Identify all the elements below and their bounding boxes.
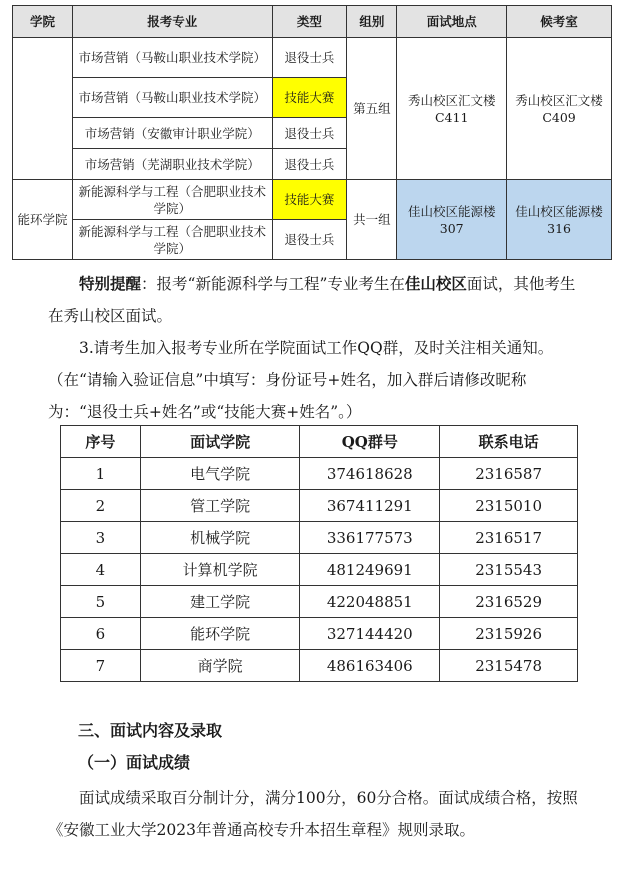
subsection-heading: （一）面试成绩 bbox=[78, 753, 191, 772]
type-cell: 退役士兵 bbox=[272, 118, 347, 149]
major-cell: 新能源科学与工程（合肥职业技术学院） bbox=[72, 180, 272, 220]
major-cell: 新能源科学与工程（合肥职业技术学院） bbox=[72, 220, 272, 260]
index-cell: 1 bbox=[61, 458, 141, 490]
notice-label: 特别提醒 bbox=[79, 274, 142, 293]
qq-cell: 486163406 bbox=[300, 650, 440, 682]
scoring-paragraph: 面试成绩采取百分制计分，满分100分，60分合格。面试成绩合格，按照《安徽工业大学2023年普通高校专升本招生章程》规则录取。 bbox=[48, 789, 578, 839]
college-cell: 管工学院 bbox=[140, 490, 300, 522]
group-cell: 共一组 bbox=[347, 180, 397, 260]
header-group: 组别 bbox=[347, 6, 397, 38]
location-cell: 佳山校区能源楼 307 bbox=[397, 180, 507, 260]
major-cell: 市场营销（安徽审计职业学院） bbox=[72, 118, 272, 149]
location-cell: 秀山校区汇文楼 C411 bbox=[397, 38, 507, 180]
phone-cell: 2315478 bbox=[440, 650, 578, 682]
waiting-room-cell: 秀山校区汇文楼 C409 bbox=[507, 38, 612, 180]
major-cell: 市场营销（马鞍山职业技术学院） bbox=[72, 78, 272, 118]
index-cell: 3 bbox=[61, 522, 141, 554]
table-row bbox=[61, 458, 578, 490]
table-row bbox=[13, 180, 612, 220]
notice-text: ：报考“新能源科学与工程”专业考生在 bbox=[141, 275, 405, 293]
index-cell: 7 bbox=[61, 650, 141, 682]
qq-cell: 374618628 bbox=[300, 458, 440, 490]
index-cell: 5 bbox=[61, 586, 141, 618]
header-qq-group: QQ群号 bbox=[300, 426, 440, 458]
qq-cell: 327144420 bbox=[300, 618, 440, 650]
header-location: 面试地点 bbox=[397, 6, 507, 38]
notice-text-end: 面试，其他考生在秀山校区面试。 bbox=[48, 275, 576, 325]
table-row bbox=[61, 490, 578, 522]
qq-cell: 336177573 bbox=[300, 522, 440, 554]
college-cell: 商学院 bbox=[140, 650, 300, 682]
header-index: 序号 bbox=[61, 426, 141, 458]
notice-campus: 佳山校区 bbox=[404, 274, 467, 293]
qq-cell: 422048851 bbox=[300, 586, 440, 618]
phone-cell: 2315010 bbox=[440, 490, 578, 522]
table-row bbox=[13, 38, 612, 78]
college-cell: 能环学院 bbox=[140, 618, 300, 650]
phone-cell: 2315543 bbox=[440, 554, 578, 586]
college-cell: 计算机学院 bbox=[140, 554, 300, 586]
qq-group-table bbox=[60, 425, 578, 682]
major-cell: 市场营销（马鞍山职业技术学院） bbox=[72, 38, 272, 78]
waiting-room-cell: 佳山校区能源楼 316 bbox=[507, 180, 612, 260]
index-cell: 2 bbox=[61, 490, 141, 522]
header-waiting-room: 候考室 bbox=[507, 6, 612, 38]
index-cell: 6 bbox=[61, 618, 141, 650]
header-type: 类型 bbox=[272, 6, 347, 38]
item-3-paragraph: 3.请考生加入报考专业所在学院面试工作QQ群，及时关注相关通知。（在“请输入验证信息”中填写：身份证号+姓名，加入群后请修改昵称为：“退役士兵+姓名”或“技能大赛+姓名”。） bbox=[48, 339, 554, 421]
header-major: 报考专业 bbox=[72, 6, 272, 38]
phone-cell: 2316517 bbox=[440, 522, 578, 554]
college-cell: 建工学院 bbox=[140, 586, 300, 618]
special-notice bbox=[48, 268, 578, 332]
phone-cell: 2316529 bbox=[440, 586, 578, 618]
qq-cell: 367411291 bbox=[300, 490, 440, 522]
college-cell: 电气学院 bbox=[140, 458, 300, 490]
header-college: 学院 bbox=[13, 6, 73, 38]
phone-cell: 2316587 bbox=[440, 458, 578, 490]
table-header-row bbox=[61, 426, 578, 458]
table-row bbox=[61, 650, 578, 682]
table-row bbox=[61, 554, 578, 586]
college-cell: 机械学院 bbox=[140, 522, 300, 554]
table-row bbox=[61, 618, 578, 650]
exam-arrangement-table bbox=[12, 5, 612, 260]
table-row bbox=[61, 522, 578, 554]
section-heading: 三、面试内容及录取 bbox=[78, 721, 223, 740]
table-row bbox=[61, 586, 578, 618]
type-cell: 退役士兵 bbox=[272, 149, 347, 180]
table-header-row bbox=[13, 6, 612, 38]
qq-cell: 481249691 bbox=[300, 554, 440, 586]
header-college: 面试学院 bbox=[140, 426, 300, 458]
type-cell: 退役士兵 bbox=[272, 220, 347, 260]
group-cell: 第五组 bbox=[347, 38, 397, 180]
type-cell: 退役士兵 bbox=[272, 38, 347, 78]
college-cell: 能环学院 bbox=[13, 180, 73, 260]
index-cell: 4 bbox=[61, 554, 141, 586]
header-phone: 联系电话 bbox=[440, 426, 578, 458]
type-cell-highlighted: 技能大赛 bbox=[272, 78, 347, 118]
college-cell bbox=[13, 38, 73, 180]
major-cell: 市场营销（芜湖职业技术学院） bbox=[72, 149, 272, 180]
phone-cell: 2315926 bbox=[440, 618, 578, 650]
type-cell-highlighted: 技能大赛 bbox=[272, 180, 347, 220]
